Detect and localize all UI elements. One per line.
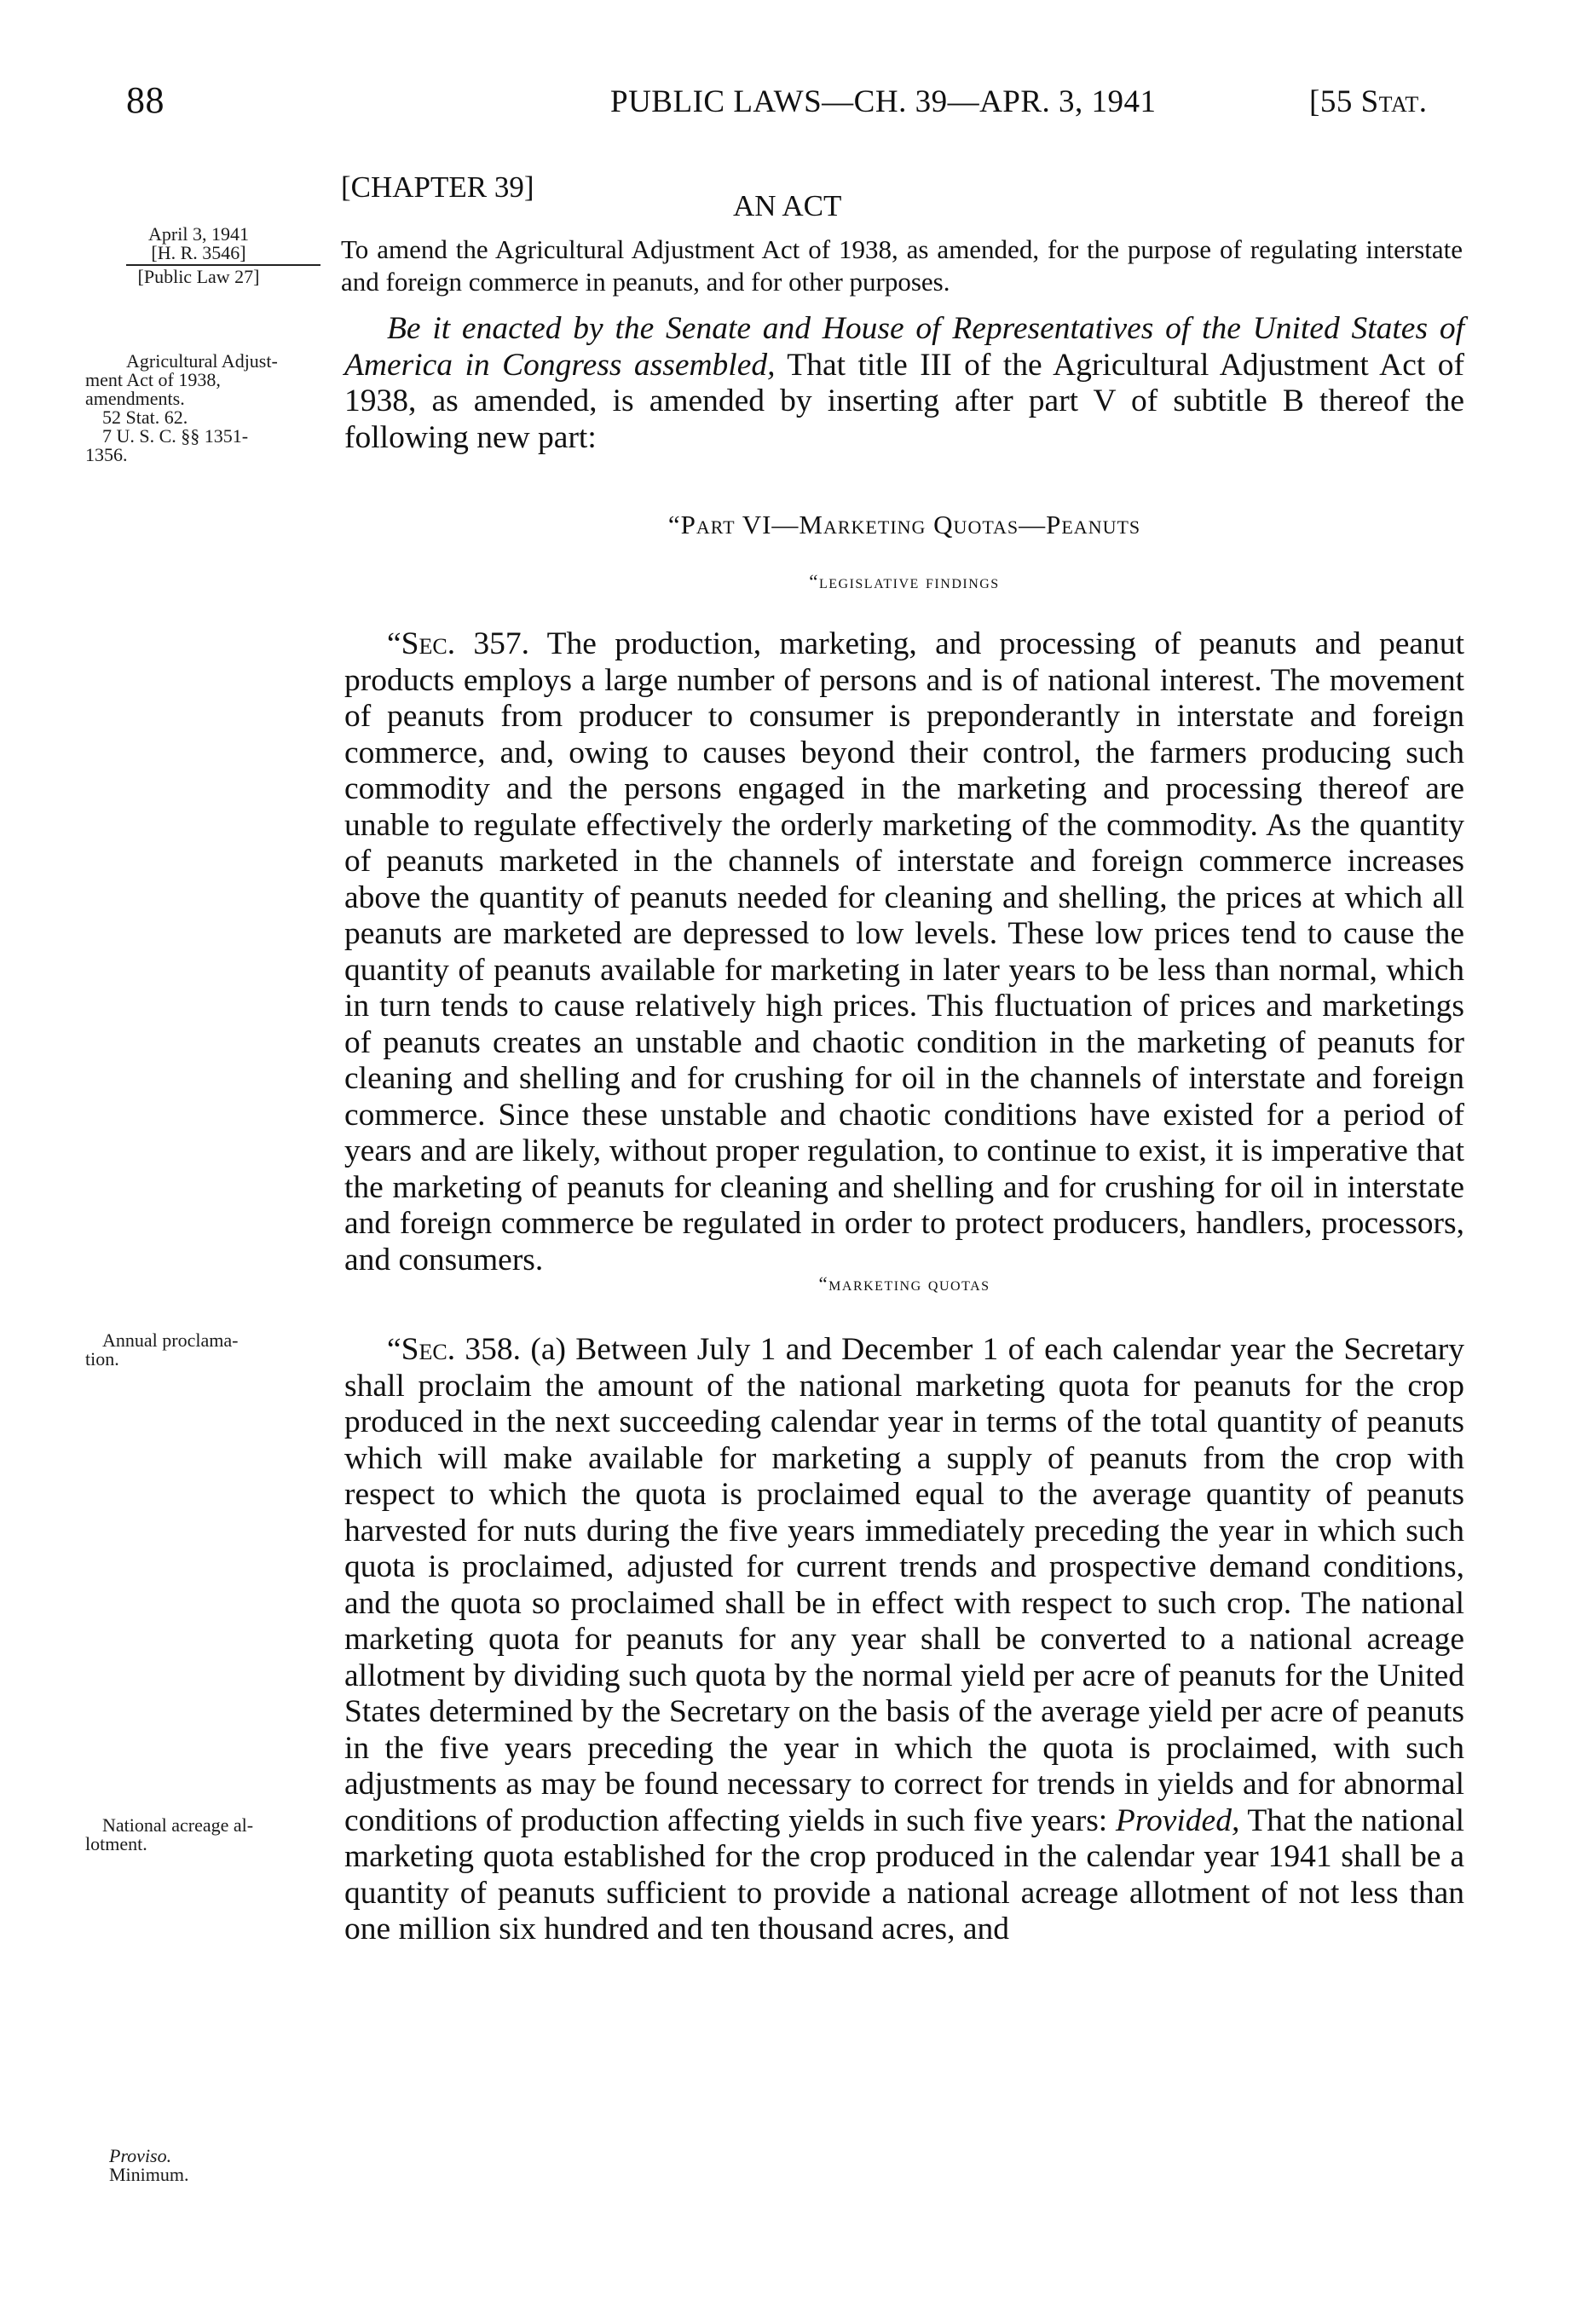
- sec358-text-a: 358. (a) Between July 1 and December 1 of each calendar year the Secretary shall proclaim the amount of the national marketing quota for peanuts for the crop produced in the next succeeding calendar year in terms of the total quantity of peanuts which will make available for marketing a supply of peanuts from the crop with respect to which the quota is proclaimed equal to the average quantity of peanuts harvested for nuts during the five years immediately preceding the year in which such quota is proclaimed, adjusted for current trends and prospective demand conditions, and the quota so proclaimed shall be in effect with respect to such crop. The national marketing quota for peanuts for any year shall be converted to a national acreage allotment by dividing such quota by the normal yield per acre of peanuts for the United States determined by the Secretary on the basis of the average yield per acre of peanuts in the five years preceding the year in which the quota is proclaimed, with such adjustments as may be found necessary to correct for trends in yields and for abnormal conditions of production affecting yields in such five years:: [344, 1332, 1464, 1838]
- aaa-line-1: Agricultural Adjust-: [126, 350, 278, 372]
- margin-note-aaa-amendments: [85, 352, 341, 464]
- page-number: 88: [126, 79, 165, 121]
- enacting-clause: [344, 311, 1464, 456]
- provided-word: Provided,: [1115, 1802, 1240, 1838]
- section-357: [344, 626, 1464, 1278]
- minimum-label: Minimum.: [109, 2164, 189, 2185]
- nat-line-2: lotment.: [85, 1833, 147, 1854]
- enacting-clause-text: That title III of the Agricultural Adjustment Act of 1938, as amended, is amended by inserting after part V of subtitle B thereof the following new part:: [344, 347, 1464, 455]
- proviso-label: Proviso.: [109, 2145, 172, 2166]
- act-purpose: To amend the Agricultural Adjustment Act of 1938, as amended, for the purpose of regulating interstate and foreign commerce in peanuts, and for other purposes.: [341, 234, 1463, 297]
- sec357-text: 357. The production, marketing, and processing of peanuts and peanut products employs a large number of persons and is of national interest. The movement of peanuts from producer to consumer is preponderantly in interstate and foreign commerce, and, owing to causes beyond their control, the farmers producing such commodity and the persons engaged in the marketing and processing thereof are unable to regulate effectively the orderly marketing of the commodity. As the quantity of peanuts marketed in the channels of interstate and foreign commerce increases above the quantity of peanuts needed for cleaning and shelling, the prices at which all peanuts are marketed are depressed to low levels. These low prices tend to cause the quantity of peanuts available for marketing in later years to be less than normal, which in turn tends to cause relatively high prices. This fluctuation of prices and marketings of peanuts creates an unstable and chaotic condition in the marketing of peanuts for cleaning and shelling and for crushing for oil in the channels of interstate and foreign commerce. Since these unstable and chaotic conditions have existed for a period of years and are likely, without proper regulation, to continue to exist, it is imperative that the marketing of peanuts for cleaning and shelling and for crushing for oil in interstate and foreign commerce be regulated in order to protect producers, handlers, processors, and consumers.: [344, 626, 1464, 1277]
- aaa-line-5: 7 U. S. C. §§ 1351-: [102, 425, 249, 447]
- part-heading: “Part VI—Marketing Quotas—Peanuts: [667, 510, 1141, 539]
- margin-note-national-acreage: [85, 1816, 315, 1854]
- act-heading: AN ACT: [733, 189, 842, 222]
- sec357-label: “Sec.: [387, 626, 456, 661]
- aaa-line-3: amendments.: [85, 388, 185, 409]
- aaa-line-4: 52 Stat. 62.: [102, 407, 188, 428]
- chapter-number: [CHAPTER 39]: [341, 170, 534, 204]
- aaa-line-2: ment Act of 1938,: [85, 369, 221, 390]
- bill-line: [H. R. 3546]: [151, 242, 246, 263]
- statute-reference: [55 Stat.: [1309, 84, 1428, 119]
- margin-note-proviso: [109, 2147, 280, 2184]
- sec358-text-b: That the national marketing quota established for the crop produced in the calendar year 1941 shall be a quantity of peanuts sufficient to provide a national acreage allotment of not less than one million six hundred and ten thousand acres, and: [344, 1802, 1465, 1946]
- sec358-label: “Sec.: [387, 1332, 456, 1367]
- running-title: PUBLIC LAWS—CH. 39—APR. 3, 1941: [610, 84, 1157, 119]
- legislative-findings-heading: “legislative findings: [809, 571, 1000, 592]
- aaa-line-6: 1356.: [85, 444, 128, 465]
- enacting-clause-italic: Be it enacted by the Senate and House of Representatives of the United States of America in Congress assembled,: [344, 311, 1464, 383]
- nat-line-1: National acreage al-: [102, 1814, 254, 1836]
- annual-line-2: tion.: [85, 1348, 119, 1370]
- margin-note-public-law: [Public Law 27]: [137, 266, 260, 287]
- date-line: April 3, 1941: [148, 223, 249, 245]
- annual-line-1: Annual proclama-: [102, 1329, 239, 1351]
- section-358: [344, 1332, 1464, 1948]
- marketing-quotas-heading: “marketing quotas: [818, 1273, 990, 1295]
- margin-note-annual-proclamation: [85, 1331, 315, 1369]
- margin-note-date: [126, 225, 271, 262]
